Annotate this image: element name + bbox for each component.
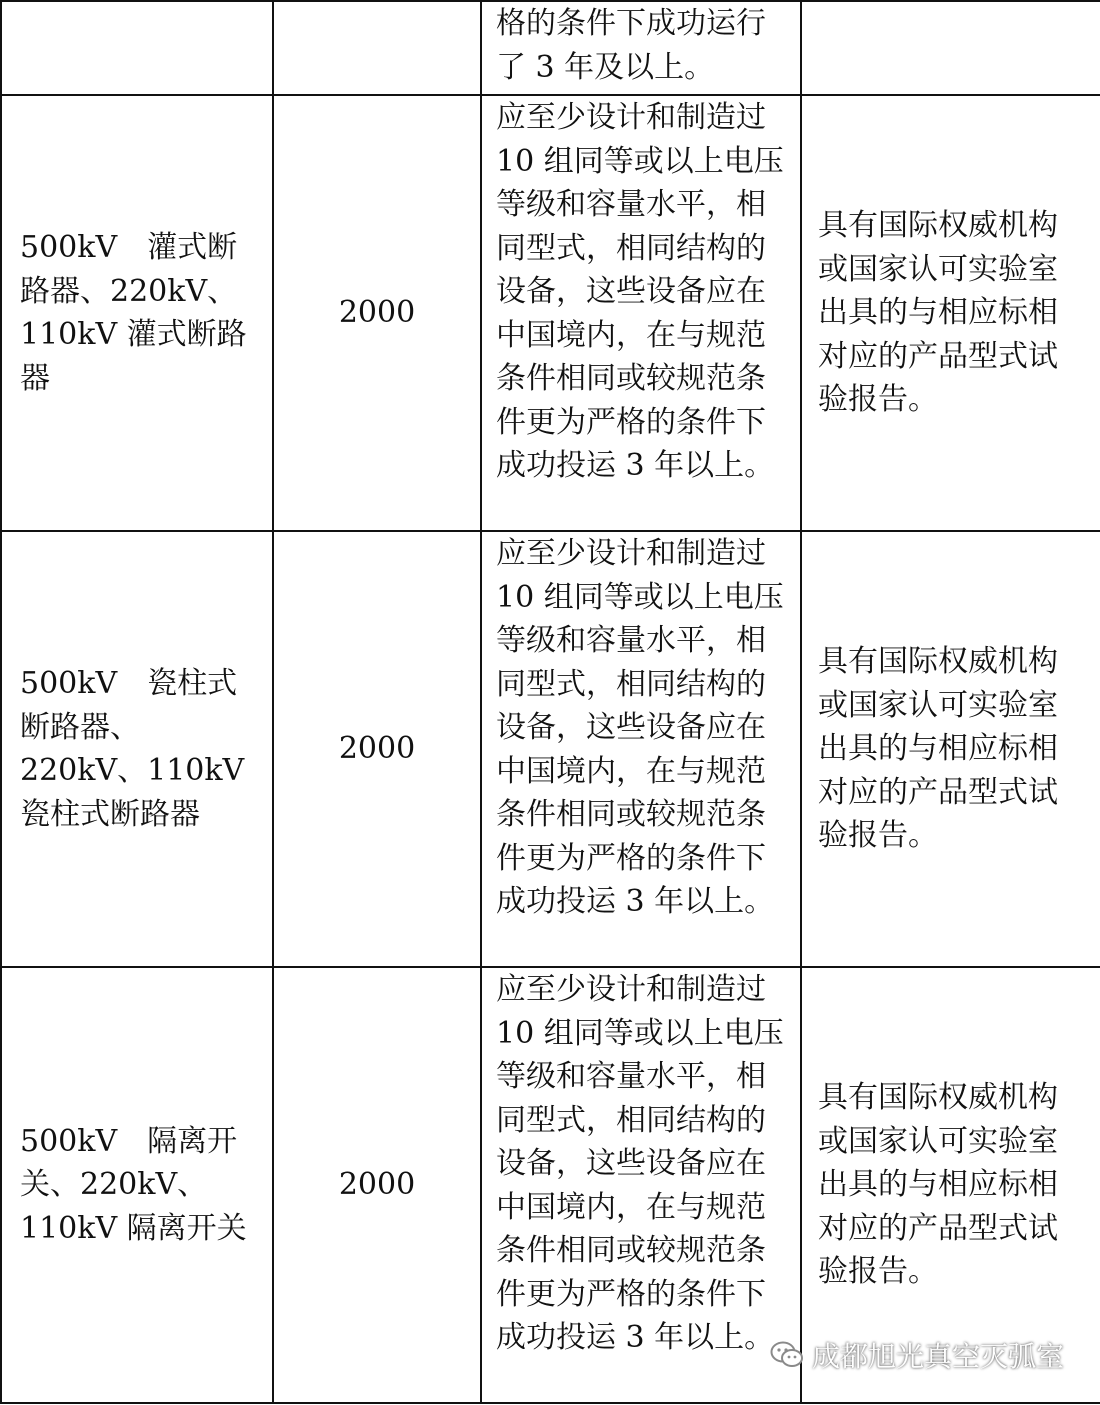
experience-requirement-cell: [481, 95, 801, 531]
equipment-name: 500kV 隔离开关、220kV、110kV 隔离开关: [20, 1123, 247, 1246]
watermark: [770, 1335, 1064, 1375]
certification-requirement: 具有国际权威机构或国家认可实验室出具的与相应标相对应的产品型式试验报告。: [818, 208, 1058, 418]
experience-requirement-cell: [481, 1, 801, 95]
table-row: [1, 95, 1100, 531]
experience-requirement: 格的条件下成功运行了 3 年及以上。: [496, 6, 766, 85]
quantity-value: 2000: [338, 731, 416, 767]
quantity-value: 2000: [338, 1167, 416, 1203]
table-row: [1, 1, 1100, 95]
watermark-text: 成都旭光真空灭弧室: [811, 1340, 1064, 1373]
experience-requirement: 应至少设计和制造过 10 组同等或以上电压等级和容量水平，相同型式，相同结构的设备，这些设备应在中国境内，在与规范条件相同或较规范条件更为严格的条件下成功投运 3 年以上。: [496, 972, 784, 1355]
equipment-name-cell: [1, 967, 273, 1403]
quantity-cell: [273, 95, 481, 531]
quantity-value: 2000: [338, 295, 416, 331]
quantity-cell: [273, 967, 481, 1403]
equipment-name-cell: [1, 531, 273, 967]
experience-requirement: 应至少设计和制造过 10 组同等或以上电压等级和容量水平，相同型式，相同结构的设备，这些设备应在中国境内，在与规范条件相同或较规范条件更为严格的条件下成功投运 3 年以上。: [496, 536, 784, 919]
table-row: [1, 531, 1100, 967]
equipment-name: 500kV 灌式断路器、220kV、110kV 灌式断路器: [20, 230, 247, 396]
equipment-name-cell: [1, 95, 273, 531]
experience-requirement: 应至少设计和制造过 10 组同等或以上电压等级和容量水平，相同型式，相同结构的设备，这些设备应在中国境内，在与规范条件相同或较规范条件更为严格的条件下成功投运 3 年以上。: [496, 100, 784, 483]
certification-cell: [801, 95, 1100, 531]
experience-requirement-cell: [481, 967, 801, 1403]
equipment-name: 500kV 瓷柱式断路器、220kV、110kV 瓷柱式断路器: [20, 666, 245, 832]
quantity-cell: [273, 531, 481, 967]
quantity-cell: [273, 1, 481, 95]
wechat-icon: [770, 1340, 804, 1370]
certification-requirement: 具有国际权威机构或国家认可实验室出具的与相应标相对应的产品型式试验报告。: [818, 1080, 1058, 1290]
certification-cell: [801, 531, 1100, 967]
certification-cell: [801, 1, 1100, 95]
experience-requirement-cell: [481, 531, 801, 967]
certification-requirement: 具有国际权威机构或国家认可实验室出具的与相应标相对应的产品型式试验报告。: [818, 644, 1058, 854]
equipment-name-cell: [1, 1, 273, 95]
